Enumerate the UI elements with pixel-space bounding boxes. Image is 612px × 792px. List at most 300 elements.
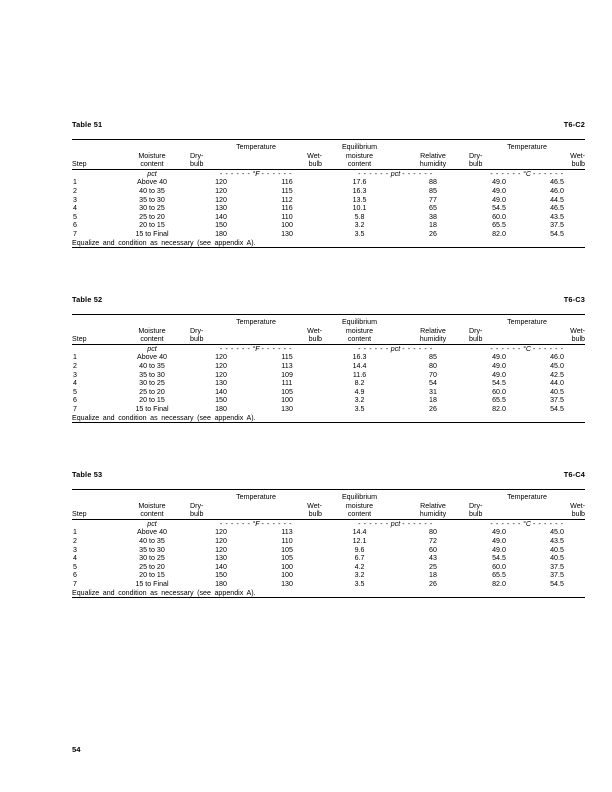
units-celsius	[469, 519, 585, 528]
dash-trail: - - - - - -	[402, 344, 433, 353]
units-f-label: °F	[252, 519, 260, 528]
cell-dry-bulb-f: 120	[215, 195, 227, 204]
cell-moisture-content: 15 to Final	[135, 229, 169, 238]
dash-lead: - - - - - -	[219, 519, 251, 528]
group-header-temperature-c: Temperature	[507, 143, 547, 151]
cell-wet-bulb-c: 45.0	[550, 361, 564, 370]
cell-emc: 4.2	[354, 562, 365, 571]
col-header-step: Step	[72, 510, 87, 519]
units-c-label: °C	[523, 169, 531, 178]
table-row	[72, 221, 585, 230]
cell-relative-humidity: 31	[429, 387, 437, 396]
cell-dry-bulb-c: 82.0	[492, 404, 506, 413]
col-header-emc-1: moisture	[345, 151, 374, 160]
dash-trail: - - - - - -	[402, 169, 433, 178]
col-header-dry-bulb-c-2: bulb	[469, 510, 483, 519]
col-header-dry-bulb-f-2: bulb	[190, 510, 204, 519]
dash-trail: - - - - - -	[532, 519, 564, 528]
table-52-header-row-1	[72, 327, 585, 336]
spacer-cell	[72, 318, 114, 327]
cell-wet-bulb-c: 46.5	[550, 204, 564, 213]
cell-wet-bulb-c: 43.5	[550, 212, 564, 221]
cell-step: 3	[73, 370, 77, 379]
units-moisture-content: pct	[147, 169, 157, 178]
table-block-52	[72, 295, 585, 423]
cell-wet-bulb-c: 44.5	[550, 195, 564, 204]
cell-wet-bulb-f: 113	[281, 528, 293, 537]
cell-wet-bulb-f: 112	[281, 195, 293, 204]
cell-wet-bulb-f: 105	[281, 545, 293, 554]
units-moisture-content: pct	[147, 344, 157, 353]
table-52-bottom-rule	[72, 422, 585, 423]
table-row	[72, 353, 585, 362]
dash-lead: - - - - - -	[490, 169, 522, 178]
units-f-label: °F	[252, 344, 260, 353]
col-header-emc-1: moisture	[345, 326, 374, 335]
cell-moisture-content: Above 40	[137, 353, 167, 362]
cell-relative-humidity: 18	[429, 221, 437, 230]
cell-dry-bulb-c: 49.0	[492, 536, 506, 545]
col-header-moisture-content-2: content	[140, 160, 164, 169]
col-header-wet-bulb-c-1: Wet-	[570, 151, 585, 160]
group-header-temperature-c: Temperature	[507, 493, 547, 501]
cell-emc: 4.9	[354, 387, 365, 396]
cell-moisture-content: 35 to 30	[139, 545, 165, 554]
group-header-equilibrium: Equilibrium	[341, 493, 378, 501]
cell-wet-bulb-f: 116	[281, 204, 293, 213]
col-header-step: Step	[72, 160, 87, 169]
table-51-note-row	[72, 239, 585, 248]
table-52-code: T6-C3	[563, 295, 585, 304]
cell-dry-bulb-c: 65.5	[492, 571, 506, 580]
cell-relative-humidity: 88	[429, 178, 437, 187]
units-pct-label: pct	[390, 344, 401, 353]
table-52-header-line	[72, 295, 585, 309]
cell-step: 2	[73, 536, 77, 545]
table-note: Equalize and condition as necessary (see appendix A).	[72, 413, 256, 422]
cell-wet-bulb-f: 110	[281, 536, 293, 545]
col-header-dry-bulb-f-2: bulb	[190, 160, 204, 169]
cell-dry-bulb-c: 49.0	[492, 186, 506, 195]
cell-wet-bulb-c: 37.5	[550, 396, 564, 405]
cell-step: 1	[73, 178, 77, 187]
cell-emc: 10.1	[352, 204, 367, 213]
cell-emc: 3.5	[354, 229, 365, 238]
col-header-emc-1: moisture	[345, 501, 374, 510]
cell-relative-humidity: 25	[429, 562, 437, 571]
cell-wet-bulb-c: 54.5	[550, 404, 564, 413]
group-header-temperature-f: Temperature	[236, 143, 276, 151]
cell-dry-bulb-f: 120	[215, 528, 227, 537]
cell-dry-bulb-f: 120	[215, 536, 227, 545]
table-53-header-row-1	[72, 502, 585, 511]
cell-step: 4	[73, 554, 77, 563]
cell-moisture-content: 15 to Final	[135, 579, 169, 588]
cell-wet-bulb-c: 40.5	[550, 554, 564, 563]
cell-dry-bulb-c: 54.5	[492, 204, 506, 213]
spacer-cell	[397, 493, 469, 502]
cell-emc: 13.5	[352, 195, 367, 204]
cell-step: 6	[73, 571, 77, 580]
cell-dry-bulb-f: 120	[215, 178, 227, 187]
table-51-group-header-row	[72, 143, 585, 152]
cell-emc: 8.2	[354, 379, 365, 388]
cell-wet-bulb-c: 46.0	[550, 186, 564, 195]
cell-relative-humidity: 18	[429, 571, 437, 580]
table-53-header-row-2	[72, 510, 585, 519]
cell-wet-bulb-c: 44.0	[550, 379, 564, 388]
cell-dry-bulb-c: 49.0	[492, 528, 506, 537]
col-header-wet-bulb-c-2: bulb	[571, 160, 585, 169]
cell-moisture-content: 15 to Final	[135, 404, 169, 413]
col-header-rh-2: humidity	[419, 335, 447, 344]
cell-moisture-content: 35 to 30	[139, 195, 165, 204]
dash-trail: - - - - - -	[532, 344, 564, 353]
col-header-wet-bulb-f-1: Wet-	[307, 326, 322, 335]
cell-relative-humidity: 26	[429, 404, 437, 413]
cell-relative-humidity: 77	[429, 195, 437, 204]
cell-wet-bulb-f: 130	[281, 229, 293, 238]
units-fahrenheit	[190, 169, 322, 178]
units-c-label: °C	[523, 519, 531, 528]
spacer-cell	[72, 169, 114, 178]
col-header-wet-bulb-c-2: bulb	[571, 510, 585, 519]
cell-emc: 16.3	[352, 353, 367, 362]
table-51-bottom-rule	[72, 247, 585, 248]
table-row	[72, 379, 585, 388]
table-51-header-line	[72, 120, 585, 134]
units-c-label: °C	[523, 344, 531, 353]
table-53-note-row	[72, 589, 585, 598]
table-row	[72, 178, 585, 187]
spacer-cell	[72, 143, 114, 152]
cell-dry-bulb-f: 120	[215, 370, 227, 379]
cell-dry-bulb-c: 49.0	[492, 545, 506, 554]
cell-dry-bulb-f: 150	[215, 221, 227, 230]
cell-dry-bulb-f: 150	[215, 571, 227, 580]
units-pct	[322, 344, 469, 353]
col-header-dry-bulb-c-1: Dry-	[469, 326, 483, 335]
dash-lead: - - - - - -	[358, 344, 389, 353]
cell-dry-bulb-f: 150	[215, 396, 227, 405]
cell-relative-humidity: 26	[429, 229, 437, 238]
cell-emc: 14.4	[352, 361, 367, 370]
cell-wet-bulb-f: 130	[281, 404, 293, 413]
cell-wet-bulb-f: 115	[281, 353, 293, 362]
table-51-code: T6-C2	[563, 120, 585, 129]
cell-wet-bulb-c: 54.5	[550, 579, 564, 588]
group-header-temperature-f: Temperature	[236, 493, 276, 501]
cell-dry-bulb-f: 130	[215, 554, 227, 563]
units-celsius	[469, 344, 585, 353]
cell-dry-bulb-c: 82.0	[492, 229, 506, 238]
cell-relative-humidity: 18	[429, 396, 437, 405]
cell-dry-bulb-f: 140	[215, 387, 227, 396]
group-header-equilibrium: Equilibrium	[341, 143, 378, 151]
spacer-cell	[72, 502, 114, 511]
cell-moisture-content: 40 to 35	[139, 536, 165, 545]
cell-wet-bulb-c: 40.5	[550, 387, 564, 396]
group-header-equilibrium: Equilibrium	[341, 318, 378, 326]
cell-dry-bulb-c: 49.0	[492, 361, 506, 370]
cell-step: 7	[73, 229, 77, 238]
table-row	[72, 546, 585, 555]
units-pct-label: pct	[390, 169, 401, 178]
units-pct	[322, 169, 469, 178]
spacer-cell	[114, 493, 190, 502]
spacer-cell	[72, 519, 114, 528]
dash-trail: - - - - - -	[402, 519, 433, 528]
cell-emc: 3.2	[354, 396, 365, 405]
cell-wet-bulb-f: 116	[281, 178, 293, 187]
table-row	[72, 362, 585, 371]
table-52-note-row	[72, 414, 585, 423]
col-header-moisture-content-1: Moisture	[138, 326, 166, 335]
table-row	[72, 187, 585, 196]
cell-dry-bulb-f: 120	[215, 186, 227, 195]
col-header-rh-1: Relative	[420, 151, 446, 160]
table-row	[72, 388, 585, 397]
cell-relative-humidity: 70	[429, 370, 437, 379]
cell-moisture-content: 25 to 20	[139, 212, 165, 221]
cell-wet-bulb-f: 100	[281, 396, 293, 405]
col-header-dry-bulb-f-1: Dry-	[190, 326, 204, 335]
spacer-cell	[72, 344, 114, 353]
table-53-caption: Table 53	[72, 470, 103, 479]
cell-dry-bulb-c: 65.5	[492, 221, 506, 230]
cell-emc: 9.6	[354, 545, 365, 554]
dash-lead: - - - - - -	[219, 169, 251, 178]
col-header-moisture-content-1: Moisture	[138, 501, 166, 510]
col-header-wet-bulb-f-2: bulb	[308, 160, 322, 169]
table-row	[72, 571, 585, 580]
table-53	[72, 489, 585, 598]
col-header-step: Step	[72, 335, 87, 344]
dash-lead: - - - - - -	[358, 169, 389, 178]
cell-step: 2	[73, 361, 77, 370]
cell-emc: 3.2	[354, 571, 365, 580]
cell-moisture-content: 20 to 15	[139, 221, 165, 230]
table-row	[72, 405, 585, 414]
cell-step: 5	[73, 562, 77, 571]
col-header-moisture-content-1: Moisture	[138, 151, 166, 160]
table-row	[72, 396, 585, 405]
cell-step: 5	[73, 212, 77, 221]
cell-step: 1	[73, 528, 77, 537]
dash-trail: - - - - - -	[261, 169, 293, 178]
cell-dry-bulb-c: 60.0	[492, 212, 506, 221]
cell-wet-bulb-c: 40.5	[550, 545, 564, 554]
cell-wet-bulb-f: 111	[281, 379, 293, 388]
cell-relative-humidity: 85	[429, 353, 437, 362]
cell-step: 7	[73, 579, 77, 588]
cell-wet-bulb-f: 130	[281, 579, 293, 588]
cell-dry-bulb-c: 49.0	[492, 195, 506, 204]
units-pct-label: pct	[390, 519, 401, 528]
cell-step: 3	[73, 545, 77, 554]
table-53-header-line	[72, 470, 585, 484]
col-header-dry-bulb-f-2: bulb	[190, 335, 204, 344]
spacer-cell	[114, 143, 190, 152]
cell-relative-humidity: 80	[429, 528, 437, 537]
table-53-bottom-rule	[72, 597, 585, 598]
cell-wet-bulb-f: 109	[281, 370, 293, 379]
table-row	[72, 371, 585, 380]
table-row	[72, 196, 585, 205]
dash-trail: - - - - - -	[532, 169, 564, 178]
group-header-temperature-f: Temperature	[236, 318, 276, 326]
col-header-wet-bulb-f-2: bulb	[308, 510, 322, 519]
cell-dry-bulb-f: 180	[215, 404, 227, 413]
group-header-temperature-c: Temperature	[507, 318, 547, 326]
cell-emc: 3.5	[354, 404, 365, 413]
table-row	[72, 204, 585, 213]
cell-wet-bulb-f: 100	[281, 562, 293, 571]
table-51-caption: Table 51	[72, 120, 103, 129]
col-header-emc-2: content	[347, 335, 372, 344]
cell-emc: 3.2	[354, 221, 365, 230]
cell-moisture-content: Above 40	[137, 528, 167, 537]
cell-wet-bulb-f: 105	[281, 554, 293, 563]
col-header-emc-2: content	[347, 160, 372, 169]
table-53-group-header-row	[72, 493, 585, 502]
col-header-dry-bulb-c-2: bulb	[469, 160, 483, 169]
dash-lead: - - - - - -	[219, 344, 251, 353]
cell-moisture-content: 40 to 35	[139, 361, 165, 370]
cell-relative-humidity: 43	[429, 554, 437, 563]
table-row	[72, 528, 585, 537]
units-f-label: °F	[252, 169, 260, 178]
cell-dry-bulb-c: 49.0	[492, 353, 506, 362]
cell-wet-bulb-c: 37.5	[550, 562, 564, 571]
col-header-wet-bulb-c-1: Wet-	[570, 326, 585, 335]
cell-dry-bulb-f: 140	[215, 562, 227, 571]
cell-wet-bulb-f: 100	[281, 571, 293, 580]
cell-step: 2	[73, 186, 77, 195]
cell-step: 1	[73, 353, 77, 362]
cell-moisture-content: 35 to 30	[139, 370, 165, 379]
col-header-rh-2: humidity	[419, 160, 447, 169]
col-header-moisture-content-2: content	[140, 510, 164, 519]
cell-dry-bulb-c: 49.0	[492, 370, 506, 379]
cell-emc: 12.1	[352, 536, 367, 545]
cell-relative-humidity: 65	[429, 204, 437, 213]
cell-wet-bulb-c: 43.5	[550, 536, 564, 545]
cell-relative-humidity: 72	[429, 536, 437, 545]
cell-dry-bulb-c: 54.5	[492, 379, 506, 388]
table-51-header-row-1	[72, 152, 585, 161]
units-celsius	[469, 169, 585, 178]
cell-moisture-content: 40 to 35	[139, 186, 165, 195]
cell-dry-bulb-f: 120	[215, 353, 227, 362]
table-row	[72, 537, 585, 546]
cell-wet-bulb-c: 42.5	[550, 370, 564, 379]
cell-dry-bulb-c: 54.5	[492, 554, 506, 563]
cell-wet-bulb-c: 54.5	[550, 229, 564, 238]
cell-moisture-content: Above 40	[137, 178, 167, 187]
col-header-rh-2: humidity	[419, 510, 447, 519]
col-header-emc-2: content	[347, 510, 372, 519]
table-row	[72, 213, 585, 222]
units-moisture-content: pct	[147, 519, 157, 528]
cell-step: 3	[73, 195, 77, 204]
cell-step: 4	[73, 204, 77, 213]
table-note: Equalize and condition as necessary (see appendix A).	[72, 238, 256, 247]
cell-moisture-content: 25 to 20	[139, 562, 165, 571]
col-header-wet-bulb-c-1: Wet-	[570, 501, 585, 510]
cell-dry-bulb-f: 180	[215, 229, 227, 238]
cell-dry-bulb-c: 60.0	[492, 562, 506, 571]
col-header-rh-1: Relative	[420, 501, 446, 510]
table-53-units-row	[72, 519, 585, 528]
dash-lead: - - - - - -	[358, 519, 389, 528]
cell-dry-bulb-c: 82.0	[492, 579, 506, 588]
units-fahrenheit	[190, 519, 322, 528]
cell-relative-humidity: 54	[429, 379, 437, 388]
table-row	[72, 230, 585, 239]
cell-dry-bulb-c: 65.5	[492, 396, 506, 405]
cell-wet-bulb-f: 115	[281, 186, 293, 195]
cell-dry-bulb-f: 130	[215, 379, 227, 388]
cell-dry-bulb-f: 120	[215, 545, 227, 554]
cell-moisture-content: 30 to 25	[139, 204, 165, 213]
col-header-dry-bulb-c-1: Dry-	[469, 501, 483, 510]
spacer-cell	[114, 318, 190, 327]
dash-lead: - - - - - -	[490, 519, 522, 528]
cell-moisture-content: 25 to 20	[139, 387, 165, 396]
cell-emc: 17.6	[352, 178, 367, 187]
cell-relative-humidity: 26	[429, 579, 437, 588]
table-block-53	[72, 470, 585, 598]
cell-wet-bulb-f: 105	[281, 387, 293, 396]
cell-dry-bulb-c: 60.0	[492, 387, 506, 396]
cell-moisture-content: 30 to 25	[139, 379, 165, 388]
col-header-wet-bulb-f-1: Wet-	[307, 151, 322, 160]
table-note: Equalize and condition as necessary (see appendix A).	[72, 588, 256, 597]
cell-emc: 3.5	[354, 579, 365, 588]
table-block-51	[72, 120, 585, 248]
table-52-caption: Table 52	[72, 295, 103, 304]
cell-moisture-content: 20 to 15	[139, 571, 165, 580]
cell-wet-bulb-f: 100	[281, 221, 293, 230]
cell-wet-bulb-c: 37.5	[550, 221, 564, 230]
col-header-dry-bulb-f-1: Dry-	[190, 501, 204, 510]
table-53-code: T6-C4	[563, 470, 585, 479]
table-51-header-row-2	[72, 160, 585, 169]
dash-trail: - - - - - -	[261, 344, 293, 353]
cell-dry-bulb-f: 120	[215, 361, 227, 370]
spacer-cell	[72, 152, 114, 161]
spacer-cell	[397, 143, 469, 152]
col-header-dry-bulb-f-1: Dry-	[190, 151, 204, 160]
col-header-dry-bulb-c-2: bulb	[469, 335, 483, 344]
cell-dry-bulb-f: 130	[215, 204, 227, 213]
cell-relative-humidity: 80	[429, 361, 437, 370]
cell-step: 6	[73, 396, 77, 405]
cell-wet-bulb-f: 113	[281, 361, 293, 370]
table-row	[72, 554, 585, 563]
cell-emc: 11.6	[352, 370, 367, 379]
table-row	[72, 563, 585, 572]
cell-wet-bulb-c: 45.0	[550, 528, 564, 537]
cell-moisture-content: 20 to 15	[139, 396, 165, 405]
col-header-wet-bulb-f-2: bulb	[308, 335, 322, 344]
cell-wet-bulb-c: 46.5	[550, 178, 564, 187]
page-number: 54	[72, 745, 81, 754]
col-header-rh-1: Relative	[420, 326, 446, 335]
cell-emc: 16.3	[352, 186, 367, 195]
table-51-units-row	[72, 169, 585, 178]
